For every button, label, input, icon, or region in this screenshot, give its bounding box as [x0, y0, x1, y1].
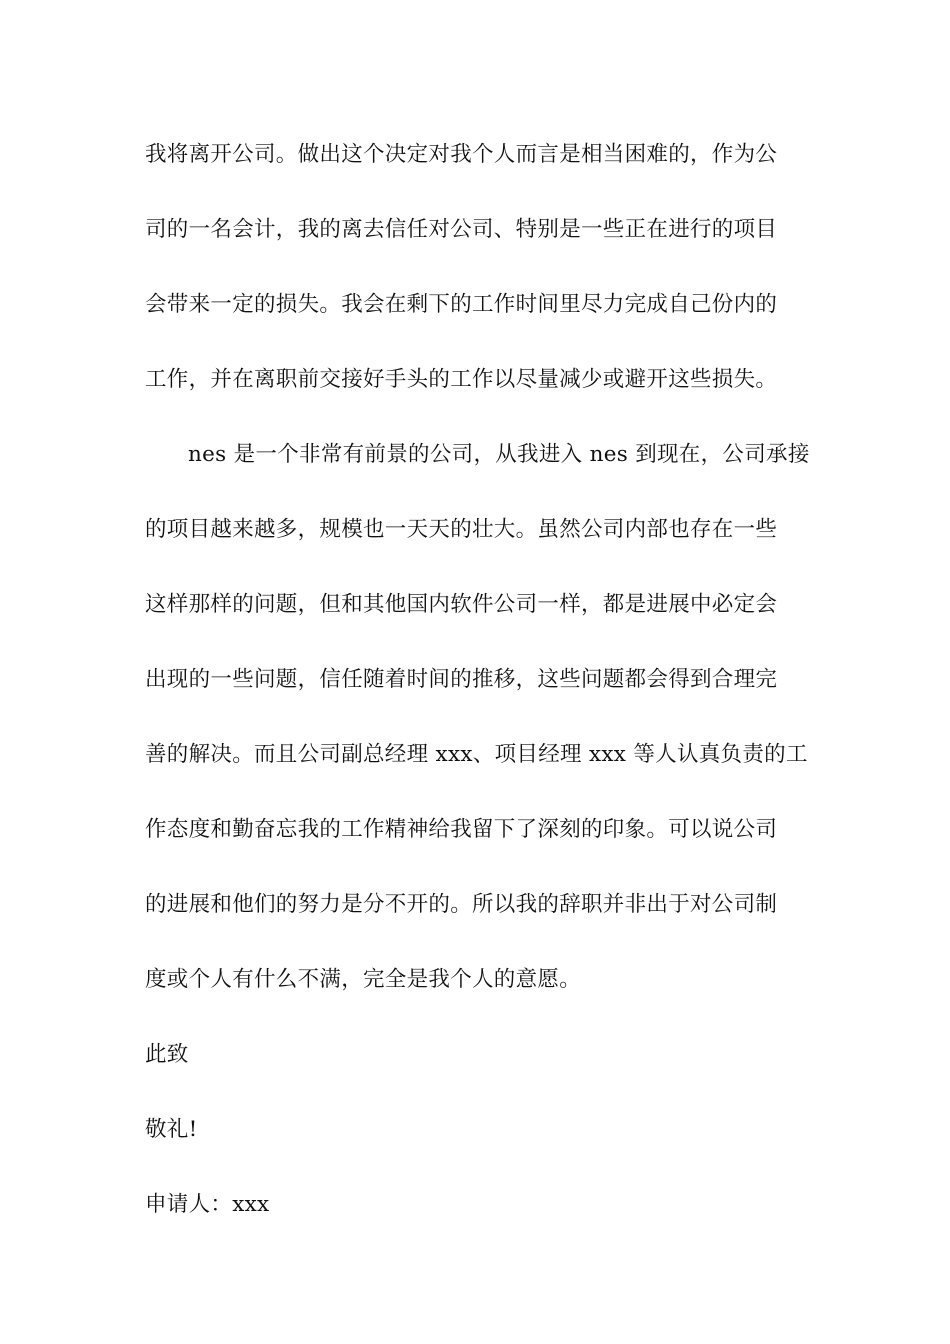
paragraph-2-line-4: 出现的一些问题，信任随着时间的推移，这些问题都会得到合理完 [145, 667, 778, 692]
paragraph-2-line-6: 作态度和勤奋忘我的工作精神给我留下了深刻的印象。可以说公司 [145, 817, 778, 842]
paragraph-2-line-7: 的进展和他们的努力是分不开的。所以我的辞职并非出于对公司制 [145, 892, 778, 917]
closing-regards: 敬礼! [145, 1117, 198, 1142]
paragraph-1-line-2: 司的一名会计，我的离去信任对公司、特别是一些正在进行的项目 [145, 217, 778, 242]
paragraph-2-line-5: 善的解决。而且公司副总经理 xxx、项目经理 xxx 等人认真负责的工 [145, 742, 808, 767]
letter-body [145, 130, 810, 1255]
paragraph-2-line-3: 这样那样的问题，但和其他国内软件公司一样，都是进展中必定会 [145, 592, 778, 617]
paragraph-1-line-3: 会带来一定的损失。我会在剩下的工作时间里尽力完成自己份内的 [145, 292, 778, 317]
paragraph-1-line-1: 我将离开公司。做出这个决定对我个人而言是相当困难的，作为公 [145, 142, 778, 167]
signature-line: 申请人：xxx [145, 1192, 270, 1217]
paragraph-2-line-2: 的项目越来越多，规模也一天天的壮大。虽然公司内部也存在一些 [145, 517, 778, 542]
paragraph-2-line-1: nes 是一个非常有前景的公司，从我进入 nes 到现在，公司承接 [188, 442, 810, 467]
paragraph-2-line-8: 度或个人有什么不满，完全是我个人的意愿。 [145, 967, 582, 992]
paragraph-1-line-4: 工作，并在离职前交接好手头的工作以尽量减少或避开这些损失。 [145, 367, 778, 392]
closing-salutation: 此致 [145, 1042, 189, 1067]
